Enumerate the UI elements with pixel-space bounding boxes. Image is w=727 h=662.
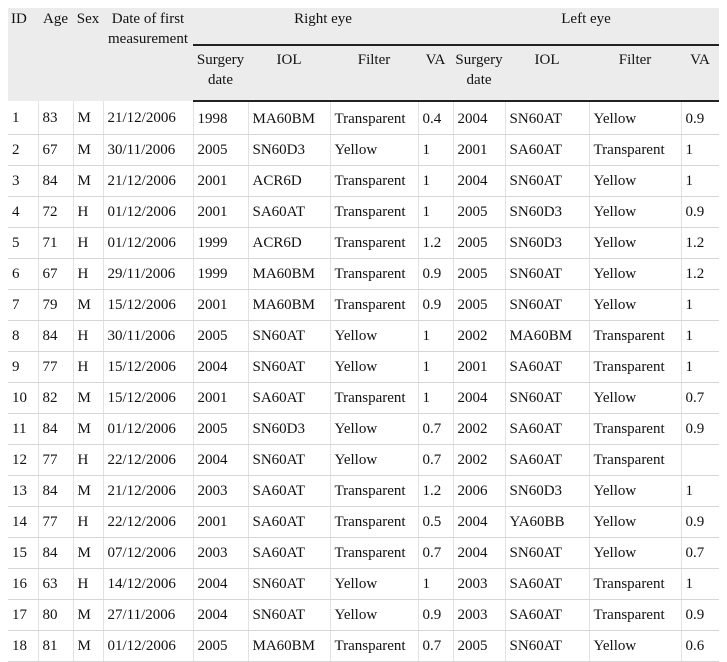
header-date-first-measurement: Date of first measurement <box>103 8 193 101</box>
cell-right-surgery-date: 2004 <box>193 445 248 476</box>
cell-date-first-measurement: 01/12/2006 <box>103 414 193 445</box>
header-left-eye: Left eye <box>453 8 719 45</box>
cell-right-filter: Transparent <box>330 101 418 135</box>
cell-left-filter: Yellow <box>589 290 681 321</box>
cell-right-surgery-date: 2003 <box>193 538 248 569</box>
cell-right-va: 1.2 <box>418 228 453 259</box>
header-left-filter: Filter <box>589 45 681 90</box>
cell-age: 84 <box>38 166 73 197</box>
cell-date-first-measurement: 27/11/2006 <box>103 600 193 631</box>
cell-left-va <box>681 445 719 476</box>
cell-left-surgery-date: 2002 <box>453 414 505 445</box>
cell-left-filter: Transparent <box>589 569 681 600</box>
table-row <box>8 321 719 352</box>
cell-age: 67 <box>38 259 73 290</box>
table-row <box>8 259 719 290</box>
table-row <box>8 197 719 228</box>
cell-right-surgery-date: 2004 <box>193 569 248 600</box>
cell-date-first-measurement: 01/12/2006 <box>103 228 193 259</box>
cell-left-va: 0.7 <box>681 538 719 569</box>
cell-left-surgery-date: 2001 <box>453 135 505 166</box>
cell-left-filter: Yellow <box>589 166 681 197</box>
cell-age: 81 <box>38 631 73 662</box>
cell-date-first-measurement: 22/12/2006 <box>103 507 193 538</box>
cell-id: 17 <box>8 600 38 631</box>
cell-sex: M <box>73 538 103 569</box>
cell-sex: H <box>73 259 103 290</box>
cell-left-filter: Transparent <box>589 352 681 383</box>
cell-age: 77 <box>38 352 73 383</box>
cell-right-va: 0.7 <box>418 414 453 445</box>
cell-left-va: 0.9 <box>681 101 719 135</box>
cell-right-iol: ACR6D <box>248 228 330 259</box>
cell-right-iol: SA60AT <box>248 538 330 569</box>
cell-right-va: 0.7 <box>418 445 453 476</box>
cell-left-iol: SN60AT <box>505 101 589 135</box>
cell-right-va: 0.9 <box>418 600 453 631</box>
header-id: ID <box>8 8 38 101</box>
cell-age: 84 <box>38 414 73 445</box>
table-header <box>8 8 719 101</box>
cell-right-filter: Transparent <box>330 290 418 321</box>
table-row <box>8 569 719 600</box>
cell-left-surgery-date: 2005 <box>453 228 505 259</box>
cell-date-first-measurement: 21/12/2006 <box>103 476 193 507</box>
cell-left-va: 1 <box>681 476 719 507</box>
cell-left-filter: Transparent <box>589 135 681 166</box>
cell-left-filter: Transparent <box>589 321 681 352</box>
cell-left-va: 0.9 <box>681 197 719 228</box>
cell-right-va: 0.7 <box>418 538 453 569</box>
cell-left-iol: SA60AT <box>505 600 589 631</box>
cell-id: 7 <box>8 290 38 321</box>
cell-right-va: 0.7 <box>418 631 453 662</box>
cell-left-va: 1 <box>681 321 719 352</box>
table-body <box>8 101 719 662</box>
cell-id: 12 <box>8 445 38 476</box>
cell-right-va: 1.2 <box>418 476 453 507</box>
cell-date-first-measurement: 14/12/2006 <box>103 569 193 600</box>
cell-right-surgery-date: 2001 <box>193 197 248 228</box>
cell-left-iol: SN60AT <box>505 259 589 290</box>
cell-left-filter: Transparent <box>589 414 681 445</box>
cell-date-first-measurement: 30/11/2006 <box>103 135 193 166</box>
cell-left-iol: SA60AT <box>505 445 589 476</box>
cell-right-surgery-date: 2005 <box>193 631 248 662</box>
cell-right-va: 0.9 <box>418 259 453 290</box>
cell-left-filter: Yellow <box>589 197 681 228</box>
table-row <box>8 383 719 414</box>
cell-right-iol: SA60AT <box>248 197 330 228</box>
cell-right-iol: SN60AT <box>248 321 330 352</box>
cell-right-va: 0.5 <box>418 507 453 538</box>
cell-age: 80 <box>38 600 73 631</box>
cell-id: 9 <box>8 352 38 383</box>
cell-left-surgery-date: 2004 <box>453 166 505 197</box>
cell-date-first-measurement: 07/12/2006 <box>103 538 193 569</box>
header-right-filter: Filter <box>330 45 418 90</box>
table-row <box>8 135 719 166</box>
table-row <box>8 600 719 631</box>
table-row <box>8 101 719 135</box>
cell-sex: M <box>73 290 103 321</box>
header-right-va: VA <box>418 45 453 90</box>
cell-age: 71 <box>38 228 73 259</box>
table-container <box>8 8 719 662</box>
cell-sex: H <box>73 197 103 228</box>
cell-right-iol: MA60BM <box>248 290 330 321</box>
cell-sex: H <box>73 507 103 538</box>
cell-right-surgery-date: 2005 <box>193 135 248 166</box>
cell-right-surgery-date: 2001 <box>193 383 248 414</box>
table-row <box>8 538 719 569</box>
cell-sex: M <box>73 631 103 662</box>
cell-age: 83 <box>38 101 73 135</box>
cell-right-iol: SN60AT <box>248 445 330 476</box>
table-row <box>8 228 719 259</box>
cell-sex: H <box>73 352 103 383</box>
cell-left-va: 1 <box>681 290 719 321</box>
cell-id: 10 <box>8 383 38 414</box>
cell-right-surgery-date: 2004 <box>193 600 248 631</box>
cell-left-filter: Yellow <box>589 507 681 538</box>
cell-right-va: 0.4 <box>418 101 453 135</box>
cell-right-filter: Transparent <box>330 507 418 538</box>
header-right-surgery-date: Surgery date <box>193 45 248 90</box>
cell-left-filter: Yellow <box>589 101 681 135</box>
cell-date-first-measurement: 21/12/2006 <box>103 101 193 135</box>
cell-sex: M <box>73 414 103 445</box>
table-row <box>8 166 719 197</box>
cell-left-va: 1 <box>681 352 719 383</box>
cell-right-surgery-date: 2003 <box>193 476 248 507</box>
cell-left-va: 0.9 <box>681 414 719 445</box>
cell-right-surgery-date: 2001 <box>193 290 248 321</box>
cell-right-va: 1 <box>418 166 453 197</box>
header-age: Age <box>38 8 73 101</box>
cell-left-filter: Yellow <box>589 259 681 290</box>
cell-left-filter: Yellow <box>589 538 681 569</box>
cell-right-surgery-date: 1998 <box>193 101 248 135</box>
cell-right-va: 1 <box>418 321 453 352</box>
cell-age: 77 <box>38 445 73 476</box>
cell-right-surgery-date: 1999 <box>193 228 248 259</box>
cell-right-iol: SN60D3 <box>248 135 330 166</box>
cell-sex: M <box>73 101 103 135</box>
cell-right-surgery-date: 1999 <box>193 259 248 290</box>
cell-left-surgery-date: 2005 <box>453 259 505 290</box>
cell-id: 3 <box>8 166 38 197</box>
table-row <box>8 507 719 538</box>
cell-id: 14 <box>8 507 38 538</box>
cell-left-iol: SA60AT <box>505 135 589 166</box>
cell-sex: H <box>73 228 103 259</box>
cell-right-surgery-date: 2005 <box>193 414 248 445</box>
cell-left-filter: Yellow <box>589 631 681 662</box>
cell-age: 77 <box>38 507 73 538</box>
cell-id: 8 <box>8 321 38 352</box>
cell-date-first-measurement: 01/12/2006 <box>103 631 193 662</box>
cell-left-iol: SN60AT <box>505 538 589 569</box>
cell-id: 13 <box>8 476 38 507</box>
cell-left-iol: SA60AT <box>505 352 589 383</box>
cell-right-filter: Transparent <box>330 631 418 662</box>
cell-left-va: 1.2 <box>681 228 719 259</box>
cell-right-va: 1 <box>418 383 453 414</box>
cell-right-iol: ACR6D <box>248 166 330 197</box>
cell-right-iol: SN60AT <box>248 600 330 631</box>
cell-left-surgery-date: 2003 <box>453 600 505 631</box>
table-row <box>8 631 719 662</box>
cell-left-surgery-date: 2002 <box>453 321 505 352</box>
cell-left-iol: SN60AT <box>505 166 589 197</box>
table-row <box>8 352 719 383</box>
cell-sex: H <box>73 445 103 476</box>
cell-age: 67 <box>38 135 73 166</box>
cell-left-surgery-date: 2006 <box>453 476 505 507</box>
cell-right-iol: SN60AT <box>248 352 330 383</box>
cell-right-filter: Transparent <box>330 383 418 414</box>
header-left-surgery-date: Surgery date <box>453 45 505 90</box>
cell-right-filter: Yellow <box>330 321 418 352</box>
cell-left-va: 1.2 <box>681 259 719 290</box>
header-right-iol: IOL <box>248 45 330 90</box>
cell-left-va: 0.6 <box>681 631 719 662</box>
cell-left-filter: Yellow <box>589 228 681 259</box>
cell-right-filter: Yellow <box>330 600 418 631</box>
cell-left-iol: SN60D3 <box>505 197 589 228</box>
cell-left-filter: Yellow <box>589 383 681 414</box>
cell-left-va: 1 <box>681 569 719 600</box>
cell-left-surgery-date: 2001 <box>453 352 505 383</box>
cell-right-filter: Yellow <box>330 445 418 476</box>
header-divider <box>193 90 719 101</box>
table-row <box>8 414 719 445</box>
cell-age: 79 <box>38 290 73 321</box>
table-row <box>8 476 719 507</box>
cell-right-filter: Transparent <box>330 228 418 259</box>
cell-left-iol: SN60AT <box>505 631 589 662</box>
cell-age: 72 <box>38 197 73 228</box>
cell-right-filter: Transparent <box>330 166 418 197</box>
cell-id: 16 <box>8 569 38 600</box>
cell-id: 18 <box>8 631 38 662</box>
cell-right-surgery-date: 2004 <box>193 352 248 383</box>
cell-left-va: 0.9 <box>681 507 719 538</box>
cell-age: 84 <box>38 321 73 352</box>
cell-age: 63 <box>38 569 73 600</box>
cell-left-iol: SN60D3 <box>505 228 589 259</box>
header-right-eye: Right eye <box>193 8 453 45</box>
cell-date-first-measurement: 22/12/2006 <box>103 445 193 476</box>
cell-right-filter: Transparent <box>330 259 418 290</box>
cell-left-surgery-date: 2004 <box>453 538 505 569</box>
cell-right-va: 1 <box>418 352 453 383</box>
cell-left-iol: SN60AT <box>505 383 589 414</box>
cell-id: 4 <box>8 197 38 228</box>
header-left-iol: IOL <box>505 45 589 90</box>
cell-left-iol: YA60BB <box>505 507 589 538</box>
cell-date-first-measurement: 01/12/2006 <box>103 197 193 228</box>
cell-left-iol: SN60D3 <box>505 476 589 507</box>
cell-left-iol: SA60AT <box>505 414 589 445</box>
cell-right-iol: SA60AT <box>248 383 330 414</box>
cell-right-iol: SA60AT <box>248 476 330 507</box>
cell-sex: M <box>73 166 103 197</box>
cell-right-iol: MA60BM <box>248 259 330 290</box>
cell-left-va: 0.9 <box>681 600 719 631</box>
cell-left-surgery-date: 2002 <box>453 445 505 476</box>
cell-left-surgery-date: 2004 <box>453 383 505 414</box>
table-row <box>8 445 719 476</box>
cell-left-filter: Transparent <box>589 600 681 631</box>
cell-right-filter: Transparent <box>330 476 418 507</box>
cell-right-filter: Yellow <box>330 414 418 445</box>
cell-left-va: 0.7 <box>681 383 719 414</box>
cell-date-first-measurement: 29/11/2006 <box>103 259 193 290</box>
cell-id: 11 <box>8 414 38 445</box>
cell-id: 15 <box>8 538 38 569</box>
cell-right-va: 1 <box>418 135 453 166</box>
cell-right-filter: Yellow <box>330 569 418 600</box>
cell-right-iol: MA60BM <box>248 101 330 135</box>
cell-right-va: 0.9 <box>418 290 453 321</box>
cell-right-filter: Yellow <box>330 135 418 166</box>
cell-right-filter: Transparent <box>330 538 418 569</box>
cell-sex: M <box>73 383 103 414</box>
cell-left-surgery-date: 2005 <box>453 197 505 228</box>
cell-right-surgery-date: 2001 <box>193 166 248 197</box>
cell-left-iol: SN60AT <box>505 290 589 321</box>
cell-right-iol: SN60D3 <box>248 414 330 445</box>
cell-sex: H <box>73 321 103 352</box>
cell-id: 6 <box>8 259 38 290</box>
cell-right-iol: SA60AT <box>248 507 330 538</box>
cell-sex: M <box>73 600 103 631</box>
header-sex: Sex <box>73 8 103 101</box>
cell-left-filter: Transparent <box>589 445 681 476</box>
cell-age: 84 <box>38 476 73 507</box>
cell-left-surgery-date: 2004 <box>453 101 505 135</box>
cell-left-filter: Yellow <box>589 476 681 507</box>
cell-date-first-measurement: 15/12/2006 <box>103 352 193 383</box>
cell-date-first-measurement: 30/11/2006 <box>103 321 193 352</box>
cell-left-surgery-date: 2003 <box>453 569 505 600</box>
patient-iol-table <box>8 8 719 662</box>
table-row <box>8 290 719 321</box>
cell-age: 84 <box>38 538 73 569</box>
cell-id: 5 <box>8 228 38 259</box>
cell-left-va: 1 <box>681 166 719 197</box>
cell-right-surgery-date: 2001 <box>193 507 248 538</box>
cell-right-surgery-date: 2005 <box>193 321 248 352</box>
cell-left-iol: MA60BM <box>505 321 589 352</box>
cell-right-iol: SN60AT <box>248 569 330 600</box>
cell-left-surgery-date: 2005 <box>453 290 505 321</box>
cell-left-iol: SA60AT <box>505 569 589 600</box>
cell-left-surgery-date: 2004 <box>453 507 505 538</box>
cell-age: 82 <box>38 383 73 414</box>
cell-sex: M <box>73 476 103 507</box>
cell-right-filter: Transparent <box>330 197 418 228</box>
cell-sex: M <box>73 135 103 166</box>
cell-id: 2 <box>8 135 38 166</box>
cell-left-va: 1 <box>681 135 719 166</box>
cell-date-first-measurement: 15/12/2006 <box>103 383 193 414</box>
header-left-va: VA <box>681 45 719 90</box>
cell-date-first-measurement: 21/12/2006 <box>103 166 193 197</box>
cell-right-iol: MA60BM <box>248 631 330 662</box>
cell-right-va: 1 <box>418 197 453 228</box>
cell-sex: H <box>73 569 103 600</box>
cell-id: 1 <box>8 101 38 135</box>
cell-left-surgery-date: 2005 <box>453 631 505 662</box>
cell-date-first-measurement: 15/12/2006 <box>103 290 193 321</box>
cell-right-va: 1 <box>418 569 453 600</box>
cell-right-filter: Yellow <box>330 352 418 383</box>
